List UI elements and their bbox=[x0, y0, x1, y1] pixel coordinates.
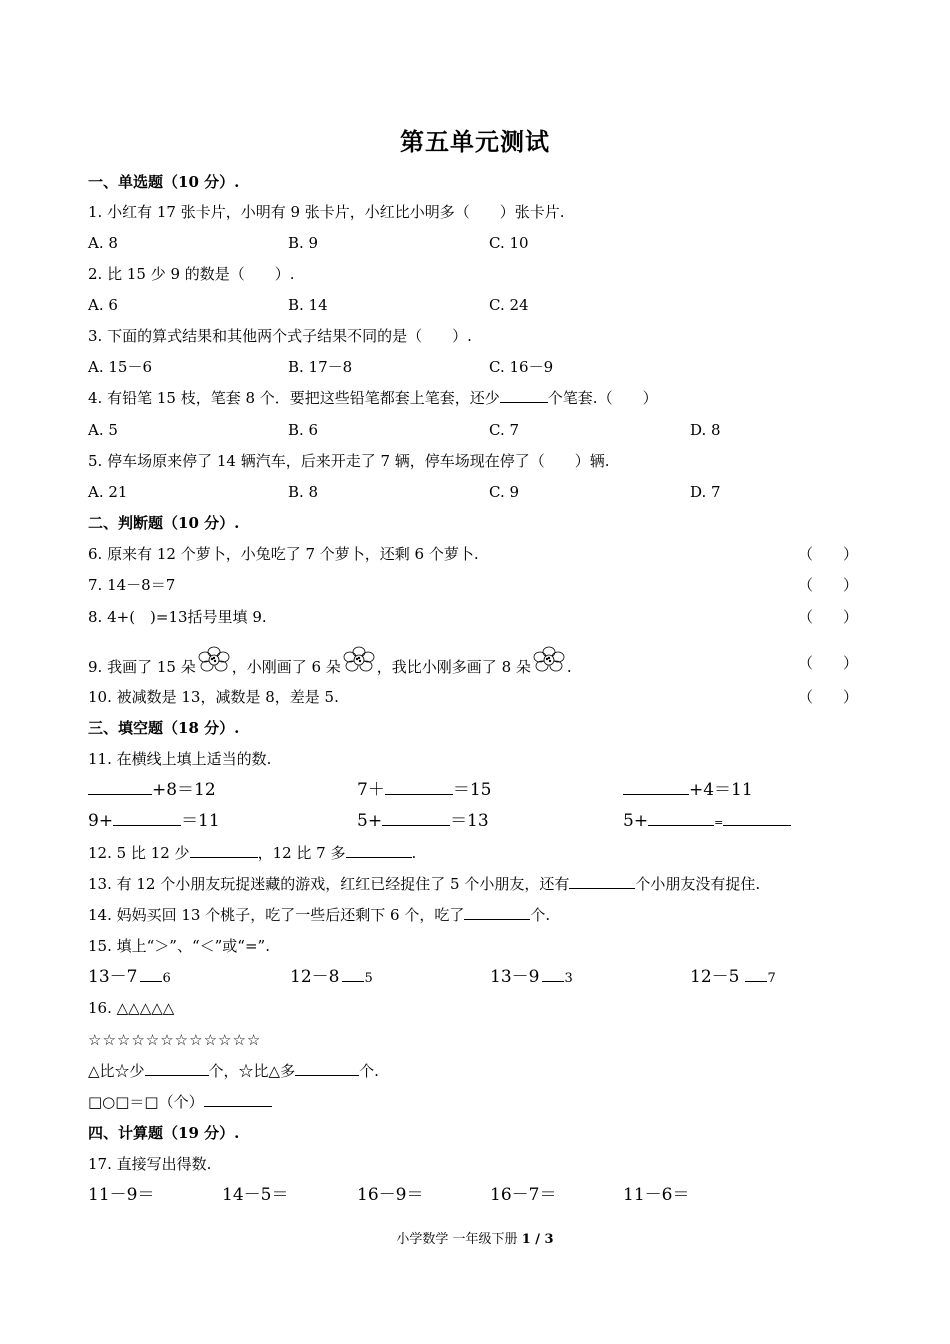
q11-row2-item3 bbox=[623, 811, 791, 833]
q9-text-3: ，我比小刚多画了 8 朵 bbox=[376, 658, 531, 676]
q11-expr-4a: 9+ bbox=[88, 811, 114, 831]
q11-expr-1: +8＝12 bbox=[152, 780, 216, 800]
q6-answer-paren[interactable]: （ ） bbox=[798, 545, 859, 563]
q16-sentence bbox=[88, 1061, 379, 1081]
q4-option-d: D. 8 bbox=[690, 421, 721, 439]
q15-compare-4 bbox=[690, 967, 776, 989]
q11-row1-item2 bbox=[357, 780, 491, 800]
question-11: 11. 在横线上填上适当的数. bbox=[88, 750, 272, 768]
question-7: 7. 14－8＝7 bbox=[88, 576, 176, 594]
q16-blank-1[interactable] bbox=[145, 1061, 209, 1076]
q12-text-1: 12. 5 比 12 少 bbox=[88, 844, 190, 862]
q12-text-3: . bbox=[411, 844, 417, 862]
q5-option-a: A. 21 bbox=[88, 483, 128, 501]
calc-expr-2: 14－5＝ bbox=[222, 1185, 289, 1205]
q15-value-2: 5 bbox=[364, 971, 373, 986]
question-8: 8. 4+( )=13括号里填 9. bbox=[88, 608, 267, 626]
q11-blank-5[interactable] bbox=[382, 811, 450, 826]
question-6: 6. 原来有 12 个萝卜，小兔吃了 7 个萝卜，还剩 6 个萝卜. bbox=[88, 545, 479, 563]
flower-icon bbox=[531, 645, 567, 675]
q13-text-2: 个小朋友没有捉住. bbox=[635, 875, 761, 893]
section-heading-calculation: 四、计算题（19 分）. bbox=[88, 1124, 240, 1142]
q4-text-end: 个笔套.（ ） bbox=[547, 389, 658, 407]
q11-expr-2a: 7＋ bbox=[357, 780, 385, 800]
q11-blank-4[interactable] bbox=[113, 811, 181, 826]
q3-option-b: B. 17－8 bbox=[288, 358, 353, 376]
q4-blank[interactable] bbox=[500, 388, 548, 403]
q15-expr-3: 13－9 bbox=[490, 967, 540, 987]
q16-stars-row: ☆☆☆☆☆☆☆☆☆☆☆☆ bbox=[88, 1031, 262, 1049]
q11-blank-7[interactable] bbox=[723, 811, 791, 826]
q15-compare-3 bbox=[490, 967, 573, 989]
q16-blank-2[interactable] bbox=[295, 1061, 359, 1076]
q11-row1-item1 bbox=[88, 780, 216, 800]
question-15: 15. 填上“＞”、“＜”或“=”. bbox=[88, 937, 270, 955]
footer-page-number: 1 bbox=[521, 1232, 531, 1247]
q1-option-a: A. 8 bbox=[88, 234, 118, 252]
q16-equation bbox=[88, 1092, 272, 1112]
q1-option-b: B. 9 bbox=[288, 234, 319, 252]
q4-option-b: B. 6 bbox=[288, 421, 319, 439]
q15-blank-4[interactable] bbox=[745, 967, 767, 982]
page-footer bbox=[0, 1228, 950, 1247]
q2-option-c: C. 24 bbox=[489, 296, 529, 314]
q2-option-b: B. 14 bbox=[288, 296, 328, 314]
footer-separator: / bbox=[530, 1232, 545, 1247]
q3-option-c: C. 16－9 bbox=[489, 358, 554, 376]
q15-expr-1: 13－7 bbox=[88, 967, 138, 987]
calc-expr-4: 16－7＝ bbox=[490, 1185, 557, 1205]
q4-option-c: C. 7 bbox=[489, 421, 520, 439]
q13-blank[interactable] bbox=[569, 874, 635, 889]
q15-value-4: 7 bbox=[767, 971, 776, 986]
footer-label: 小学数学 一年级下册 bbox=[396, 1232, 518, 1247]
q9-text-1: 9. 我画了 15 朵 bbox=[88, 658, 196, 676]
flower-icon bbox=[341, 645, 377, 675]
question-2: 2. 比 15 少 9 的数是（ ）. bbox=[88, 265, 295, 283]
q11-blank-2[interactable] bbox=[385, 780, 453, 795]
footer-total-pages: 3 bbox=[544, 1232, 554, 1247]
q16-text-3: 个. bbox=[359, 1062, 379, 1080]
question-17: 17. 直接写出得数. bbox=[88, 1155, 212, 1173]
q11-expr-2b: ＝15 bbox=[452, 780, 492, 800]
q15-compare-2 bbox=[290, 967, 373, 989]
q5-option-c: C. 9 bbox=[489, 483, 520, 501]
section-heading-fill-blank: 三、填空题（18 分）. bbox=[88, 719, 240, 737]
q15-blank-1[interactable] bbox=[140, 967, 162, 982]
q11-row1-item3 bbox=[623, 780, 753, 800]
q10-answer-paren[interactable]: （ ） bbox=[798, 688, 859, 706]
calc-expr-3: 16－9＝ bbox=[357, 1185, 424, 1205]
q16-equation-text: □○□＝□（个） bbox=[88, 1093, 204, 1111]
q16-text-1: △比☆少 bbox=[88, 1062, 145, 1080]
q11-blank-3[interactable] bbox=[623, 780, 689, 795]
q15-value-3: 3 bbox=[564, 971, 573, 986]
question-16: 16. △△△△△ bbox=[88, 999, 175, 1017]
q4-text-start: 4. 有铅笔 15 枝，笔套 8 个．要把这些铅笔都套上笔套，还少 bbox=[88, 389, 500, 407]
question-5: 5. 停车场原来停了 14 辆汽车，后来开走了 7 辆，停车场现在停了（ ）辆. bbox=[88, 452, 610, 470]
question-14 bbox=[88, 905, 550, 925]
q15-value-1: 6 bbox=[162, 971, 171, 986]
flower-icon bbox=[196, 645, 232, 675]
q13-text-1: 13. 有 12 个小朋友玩捉迷藏的游戏，红红已经捉住了 5 个小朋友，还有 bbox=[88, 875, 570, 893]
question-12 bbox=[88, 843, 416, 863]
q14-blank[interactable] bbox=[464, 905, 530, 920]
q14-text-1: 14. 妈妈买回 13 个桃子，吃了一些后还剩下 6 个，吃了 bbox=[88, 906, 465, 924]
q8-answer-paren[interactable]: （ ） bbox=[798, 608, 859, 626]
q9-answer-paren[interactable]: （ ） bbox=[798, 654, 859, 672]
q11-expr-5b: ＝13 bbox=[450, 811, 489, 831]
q11-row2-item1 bbox=[88, 811, 220, 831]
q5-option-d: D. 7 bbox=[690, 483, 721, 501]
calc-expr-1: 11－9＝ bbox=[88, 1185, 155, 1205]
q11-expr-5a: 5+ bbox=[357, 811, 383, 831]
q16-blank-3[interactable] bbox=[204, 1092, 272, 1107]
q9-text-2: ，小刚画了 6 朵 bbox=[231, 658, 341, 676]
q11-blank-1[interactable] bbox=[88, 780, 152, 795]
question-13 bbox=[88, 874, 760, 894]
question-1: 1. 小红有 17 张卡片，小明有 9 张卡片，小红比小明多（ ）张卡片. bbox=[88, 203, 565, 221]
q1-option-c: C. 10 bbox=[489, 234, 529, 252]
q5-option-b: B. 8 bbox=[288, 483, 319, 501]
q11-row2-item2 bbox=[357, 811, 489, 831]
q7-answer-paren[interactable]: （ ） bbox=[798, 576, 859, 594]
q16-text-2: 个，☆比△多 bbox=[208, 1062, 296, 1080]
q15-expr-2: 12－8 bbox=[290, 967, 340, 987]
q15-blank-2[interactable] bbox=[342, 967, 364, 982]
q11-blank-6[interactable] bbox=[648, 811, 714, 826]
q11-expr-6a: 5+ bbox=[623, 811, 649, 831]
q11-expr-3: +4＝11 bbox=[689, 780, 753, 800]
q12-blank-2[interactable] bbox=[346, 843, 412, 858]
calc-expr-5: 11－6＝ bbox=[623, 1185, 690, 1205]
q12-blank-1[interactable] bbox=[190, 843, 258, 858]
q11-expr-4b: ＝11 bbox=[181, 811, 220, 831]
question-10: 10. 被减数是 13，减数是 8，差是 5. bbox=[88, 688, 339, 706]
question-9 bbox=[88, 653, 572, 683]
q14-text-2: 个. bbox=[530, 906, 551, 924]
q4-option-a: A. 5 bbox=[88, 421, 118, 439]
q11-expr-6b: = bbox=[714, 816, 724, 829]
q2-option-a: A. 6 bbox=[88, 296, 118, 314]
q9-text-4: . bbox=[566, 658, 572, 676]
question-4 bbox=[88, 388, 658, 408]
q15-expr-4: 12－5 bbox=[690, 967, 740, 987]
q3-option-a: A. 15－6 bbox=[88, 358, 152, 376]
question-3: 3. 下面的算式结果和其他两个式子结果不同的是（ ）. bbox=[88, 327, 472, 345]
q15-compare-1 bbox=[88, 967, 171, 989]
q12-text-2: ，12 比 7 多 bbox=[257, 844, 346, 862]
page-title: 第五单元测试 bbox=[400, 127, 550, 156]
section-heading-single-choice: 一、单选题（10 分）. bbox=[88, 173, 240, 191]
q15-blank-3[interactable] bbox=[542, 967, 564, 982]
section-heading-true-false: 二、判断题（10 分）. bbox=[88, 514, 240, 532]
